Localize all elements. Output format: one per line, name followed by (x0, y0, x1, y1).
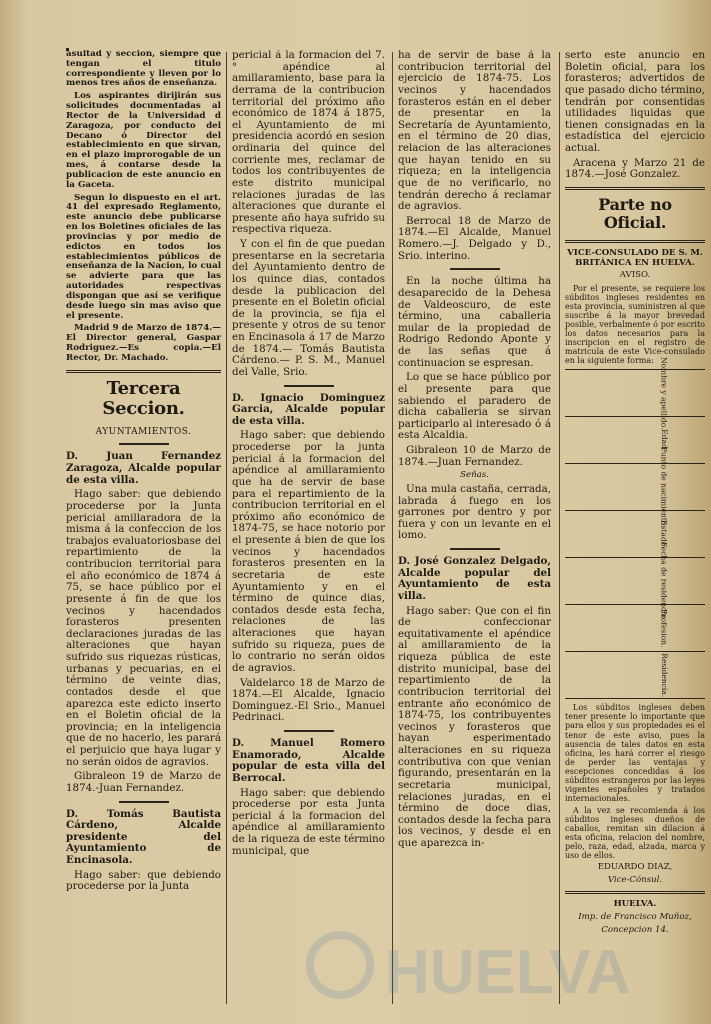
separator (119, 443, 169, 445)
form-blank-cell (565, 511, 622, 558)
form-row (565, 511, 705, 558)
aviso-text: Los súbditos ingleses deben tener presente lo importante que para ellos y sus propiedades es el tenor de este aviso, pues la ausencia de tales datos en esta oficina, les hará correr el riesgo de perder las ventajas y escepciones concedidas á los súbditos estrangeros por las leyes vigentes españoles y tratados internacionales. (565, 703, 705, 803)
separator (450, 268, 500, 270)
form-blank-cell (565, 605, 622, 652)
aviso-text: Por el presente, se requiere los súbditos ingleses residentes en esta provincia, suministren al que suscribe á la mayor brevedad posible, verbalmente ó por escrito los datos necesarios para la inscripcion en el registro de matricula de este Vice-consulado en la siguiente forma: (565, 284, 705, 366)
section-rule (565, 187, 705, 190)
aviso-text: A la vez se recomienda á los súbditos ingleses dueños de caballos, remitan sin dilacion á esta oficina, relacion del nombre, pelo, raza, edad, alzada, marca y uso de ellos. (565, 805, 705, 860)
form-blank-cell (565, 417, 622, 464)
notice-paragraph: Lo que se hace público por el presente para que sabiendo el paradero de dicha caballeria se sirvan participarlo al interesado ó á esta Alcaldia. (398, 371, 551, 442)
edict-body: serto este anuncio en Boletin oficial, para los forasteros; advertidos de que pasado dicho término, tendrán por consentidas utilidades liquidas que tienen consignadas en la estadística del ejercicio actual. (565, 50, 705, 154)
form-field-text: Estado. (659, 520, 669, 549)
notice-signature: Gibraleon 10 de Marzo de 1874.—Juan Fernandez. (398, 444, 551, 468)
form-field-label (622, 542, 705, 621)
edict-signature: Gibraleon 19 de Marzo de 1874.-Juan Fernandez. (66, 770, 221, 794)
edict-heading: D. José Gonzalez Delgado, Alcalde popular del Ayuntamiento de esta villa. (398, 555, 551, 602)
registration-form-table (565, 357, 705, 699)
form-field-label (622, 447, 705, 528)
column-4 (565, 50, 705, 1010)
imprint-address: Concepcion 14. (601, 924, 669, 935)
consul-heading: VICE-CONSULADO DE S. M. BRITÁNICA EN HUELVA. (567, 248, 703, 268)
column-rule (226, 52, 227, 1004)
form-field-text: Nombre y apellido. (659, 357, 669, 430)
form-row (565, 370, 705, 417)
signature-name: EDUARDO DIAZ, (597, 861, 673, 872)
aviso-label: AVISO. (619, 270, 651, 281)
edict-heading: D. Ignacio Dominguez Garcia, Alcalde popular de esta villa. (232, 391, 385, 427)
form-blank-cell (565, 370, 622, 417)
form-field-text: Edad. (659, 429, 669, 452)
imprint-press: Imp. de Francisco Muñoz, (578, 912, 692, 923)
edict-signature: Berrocal 18 de Marzo de 1874.—El Alcalde, Manuel Romero.—J. Delgado y D., Srio. interino. (398, 214, 551, 262)
form-blank-cell (565, 464, 622, 511)
form-row (565, 417, 705, 464)
form-row (565, 464, 705, 511)
watermark-text: HUELVA (385, 938, 631, 1005)
edict-body: Y con el fin de que puedan presentarse en la secretaria del Ayuntamiento dentro de los quince dias, contados desde la publicacion del presente en el Boletin oficial de la provincia, se fija el presente y otros de su tenor en Encinasola á 17 de Marzo de 1874.— Tomás Bautista Cárdeno.— P. S. M., Manuel del Valle, Srio. (232, 238, 385, 378)
form-field-text: Residencia. (659, 653, 669, 698)
form-field-text: Fecha de residencia. (659, 542, 669, 621)
section-rule (565, 891, 705, 894)
column-rule (392, 52, 393, 1004)
separator (119, 801, 169, 803)
imprint-city: HUELVA. (613, 899, 657, 910)
edict-heading: D. Juan Fernandez Zaragoza, Alcalde popular de esta villa. (66, 450, 221, 486)
edict-body: Hago saber: Que con el fin de confeccionar equitativamente el apéndice al amillaramiento de la riqueza pública de este distrito municipal, base del repartimiento de la contribucion territorial del entrante año económico de 1874-75, los contribuyentes vecinos y forasteros que hayan esperimentado alteraciones en su riqueza contributiva con que venian figurando, presentarán en la secretaria municipal, relaciones juradas, en el término de doce dias, contados desde la fecha para los vecinos, y desde el en que aparezca in- (398, 604, 551, 850)
column-rule (559, 52, 560, 1004)
section-subtitle: AYUNTAMIENTOS. (95, 427, 192, 438)
section-title: Tercera Seccion. (102, 377, 185, 419)
separator (284, 730, 334, 732)
form-field-label (622, 652, 705, 699)
senas-label: Señas. (460, 470, 489, 481)
edict-body: Hago saber: que debiendo procederse por la junta pericial á la formacion del apéndice al amillaramiento que ha de servir de base para el repartimiento de la contribucion territorial en el próximo año económico de 1874-75, se hace notorio por el presente á bien de que los vecinos y hacendados forasteros presenten en la secretaria de este Ayuntamiento y en el término de quince dias, contados desde esta fecha, relaciones de las alteraciones que hayan sufrido su riqueza, pues de lo contrario no serán oidos de agravios. (232, 429, 385, 674)
edict-body: pericial á la formacion del 7.° apéndice al amillaramiento, base para la derrama de la contribucion territorial del próximo año económico de 1874 á 1875, el Ayuntamiento de mi presidencia acordó en sesion ordinaria del quince del corriente mes, reclamar de todos los contribuyentes de este distrito municipal relaciones juradas de las alteraciones que durante el presente año haya sufrido su respectiva riqueza. (232, 50, 385, 236)
column-3 (398, 50, 551, 1010)
text-paragraph: Segun lo dispuesto en el art. 41 del expresado Reglamento, este anuncio debe publicarse en los Boletines oficiales de las provincias y por medio de edictos en todos los establecimientos públicos de enseñanza de la Nacion, lo cual se advierte para que las autoridades respectivas dispongan que así se verifique desde luego sin mas aviso que el presente. (66, 192, 221, 321)
form-field-label (622, 357, 705, 430)
edict-heading: D. Manuel Romero Enamorado, Alcalde popular de esta villa del Berrocal. (232, 737, 385, 784)
form-row (565, 605, 705, 652)
form-blank-cell (565, 652, 622, 699)
edict-signature: Valdelarco 18 de Marzo de 1874.—El Alcalde, Ignacio Dominguez.-El Srio., Manuel Pedrinaci. (232, 676, 385, 724)
form-field-label (622, 605, 705, 652)
edict-body: ha de servir de base á la contribucion territorial del ejercicio de 1874-75. Los vecinos y hacendados forasteros están en el deber de presentar en la Secretaría de Ayuntamiento, en el término de 20 dias, relacion de las alteraciones que hayan tenido en su riqueza; en la inteligencia que de no verificarlo, no tendrán derecho á reclamar de agravios. (398, 50, 551, 213)
text-paragraph: Los aspirantes dirijirán sus solicitudes documentadas al Rector de la Universidad d Zaragoza, por conducto del Decano ó Director del establecimiento en que sirvan, en el plazo improrogable de un mes, á contarse desde la publicacion de este anuncio en la Gaceta. (66, 91, 221, 190)
edict-body: Hago saber: que debiendo procederse por la Junta pericial amillaradora de la misma á la confeccion de los trabajos evaluatoriosbase del repartimiento de la contribucion territorial para el año económico de 1874 á 75, se hace público por el presente á fin de que los vecinos y hacendados forasteros presenten declaraciones juradas de las alteraciones que hayan sufrido sus riquezas rústicas, urbanas y pecuarias, en el término de veinte dias, contados desde el que aparezca este edicto inserto en el Boletin oficial de la provincia; en la inteligencia que de no hacerlo, les parará el perjuicio que haya lugar y no serán oidos de agravios. (66, 488, 221, 768)
text-paragraph: asultad y seccion, siempre que tengan el titulo correspondiente y lleven por lo menos tres años de enseñanza. (66, 50, 221, 89)
form-field-text: Punto de nacimiento. (659, 447, 669, 528)
edict-body: Hago saber: que debiendo procederse por esta Junta pericial á la formacion del apéndice al amillaramiento de la riqueza de este término municipal, que (232, 786, 385, 857)
signature-line: Madrid 9 de Marzo de 1874.—El Director general, Gaspar Rodriguez.—Es copia.—El Rector, Dr. Machado. (66, 323, 221, 363)
column-1 (66, 50, 221, 1010)
form-row (565, 652, 705, 699)
section-title: Parte no Oficial. (598, 194, 672, 232)
edict-signature: Aracena y Marzo 21 de 1874.—José Gonzalez. (565, 156, 705, 181)
section-rule (565, 240, 705, 243)
separator (450, 548, 500, 550)
form-field-text: Profesion. (659, 609, 669, 648)
notice-paragraph: En la noche última ha desaparecido de la Dehesa de Valdeoscuro, de este término, una caballeria mular de la propiedad de Rodrigo Redondo Aponte y de las señas que á continuacion se espresan. (398, 275, 551, 369)
edict-heading: D. Tomás Bautista Cárdeno, Alcalde presidente del Ayuntamiento de Encinasola. (66, 807, 221, 867)
form-row (565, 558, 705, 605)
edict-body: Hago saber: que debiendo procederse por la Junta (66, 868, 221, 893)
senas-text: Una mula castaña, cerrada, labrada á fuego en los garrones por dentro y por fuera y con un levante en el lomo. (398, 482, 551, 542)
column-2 (232, 50, 385, 1010)
form-blank-cell (565, 558, 622, 605)
signature-role: Vice-Cónsul. (607, 874, 663, 885)
separator (284, 385, 334, 387)
section-rule (66, 370, 221, 373)
